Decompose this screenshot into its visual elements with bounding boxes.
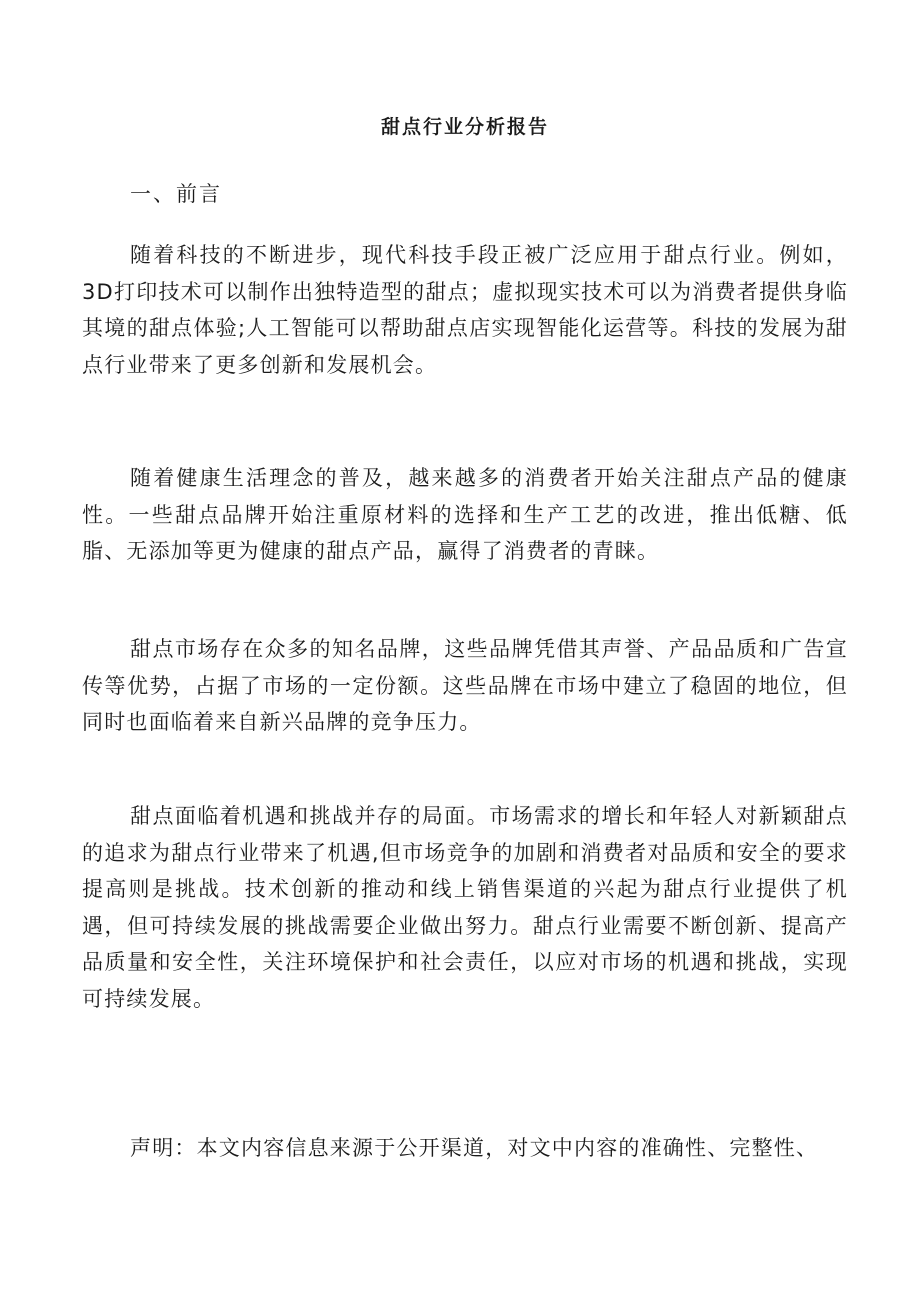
paragraph-disclaimer: 声明：本文内容信息来源于公开渠道，对文中内容的准确性、完整性、: [130, 1136, 819, 1160]
paragraph-brands: 甜点市场存在众多的知名品牌，这些品牌凭借其声誉、产品品质和广告宣传等优势，占据了市场的一定份额。这些品牌在市场中建立了稳固的地位，但同时也面临着来自新兴品牌的竞争压力。: [82, 637, 848, 735]
document-title: 甜点行业分析报告: [380, 116, 549, 138]
section-heading: 一、前言: [130, 182, 222, 206]
paragraph-technology: 随着科技的不断进步，现代科技手段正被广泛应用于甜点行业。例如，3D打印技术可以制作出独特造型的甜点；虚拟现实技术可以为消费者提供身临其境的甜点体验;人工智能可以帮助甜点店实现智能化运营等。科技的发展为甜点行业带来了更多创新和发展机会。: [82, 243, 848, 377]
paragraph-health: 随着健康生活理念的普及，越来越多的消费者开始关注甜点产品的健康性。一些甜点品牌开始注重原材料的选择和生产工艺的改进，推出低糖、低脂、无添加等更为健康的甜点产品，赢得了消费者的青睐。: [82, 466, 848, 564]
paragraph-opportunities: 甜点面临着机遇和挑战并存的局面。市场需求的增长和年轻人对新颖甜点的追求为甜点行业带来了机遇,但市场竞争的加剧和消费者对品质和安全的要求提高则是挑战。技术创新的推动和线上销售渠道的兴起为甜点行业提供了机遇，但可持续发展的挑战需要企业做出努力。甜点行业需要不断创新、提高产品质量和安全性，关注环境保护和社会责任，以应对市场的机遇和挑战，实现可持续发展。: [82, 804, 848, 1011]
